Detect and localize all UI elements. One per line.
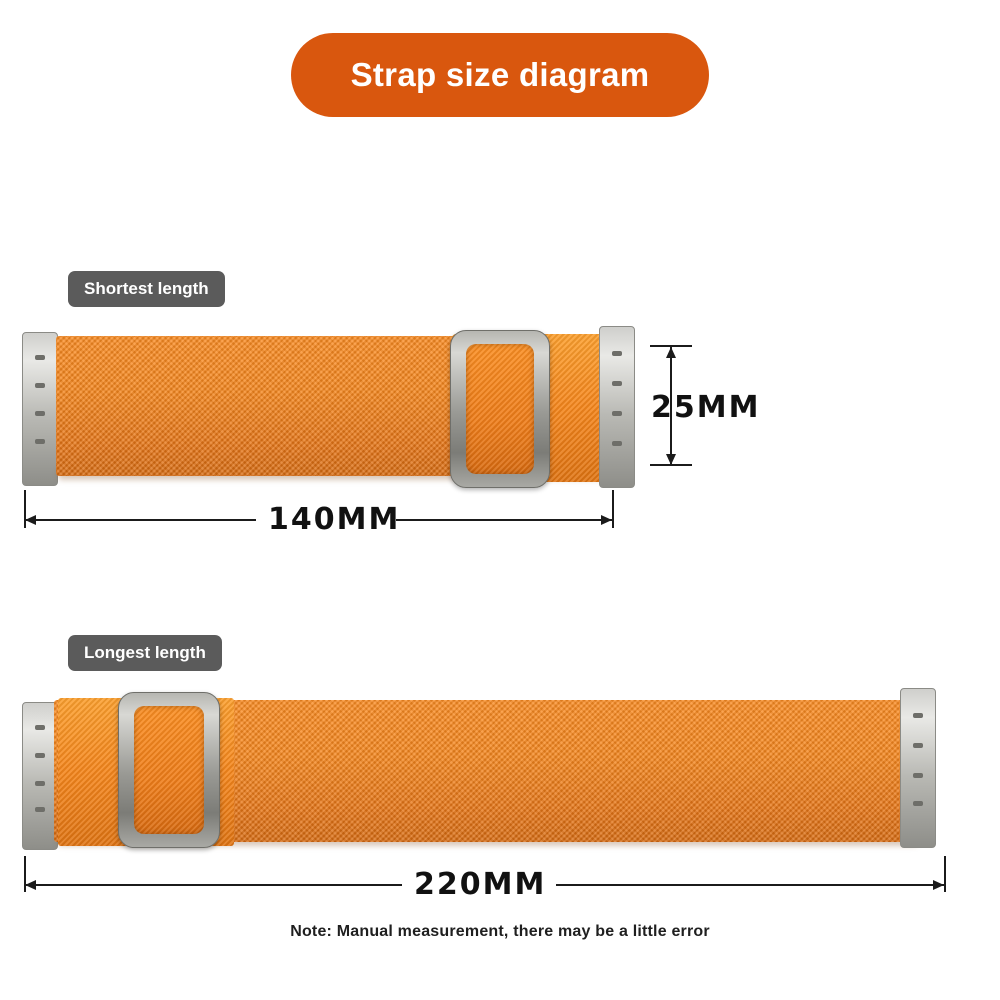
label-longest-length-text: Longest length (84, 643, 206, 662)
dim-220-line-right (556, 884, 944, 886)
dim-140-arrow-right (601, 515, 612, 525)
watch-lug-right-2 (900, 688, 936, 848)
dim-width-arrow-up (666, 347, 676, 358)
dim-width-label: 25MM (651, 390, 761, 425)
dim-220-arrow-right (933, 880, 944, 890)
footer-note: Note: Manual measurement, there may be a little error (290, 923, 710, 940)
dim-220-arrow-left (25, 880, 36, 890)
page-title: Strap size diagram (350, 56, 650, 93)
strap-buckle (450, 330, 550, 488)
label-longest-length (68, 635, 222, 671)
strap-diagram-shortest (22, 322, 647, 487)
strap-diagram-longest (22, 678, 942, 846)
dim-140-line-left (24, 519, 256, 521)
watch-lug-right (599, 326, 635, 488)
dim-220-line-left (24, 884, 402, 886)
watch-lug-left (22, 332, 58, 486)
title-banner (291, 33, 709, 117)
dim-140-arrow-left (25, 515, 36, 525)
watch-lug-left-2 (22, 702, 58, 850)
strap-buckle-2 (118, 692, 220, 848)
dim-220-right-ext (944, 856, 946, 892)
dim-140-label: 140MM (268, 502, 401, 537)
label-shortest-length-text: Shortest length (84, 279, 209, 298)
dim-220-label: 220MM (414, 867, 547, 902)
label-shortest-length (68, 271, 225, 307)
dim-width-arrow-down (666, 454, 676, 465)
dim-140-right-ext (612, 490, 614, 528)
dim-140-line-right (396, 519, 612, 521)
